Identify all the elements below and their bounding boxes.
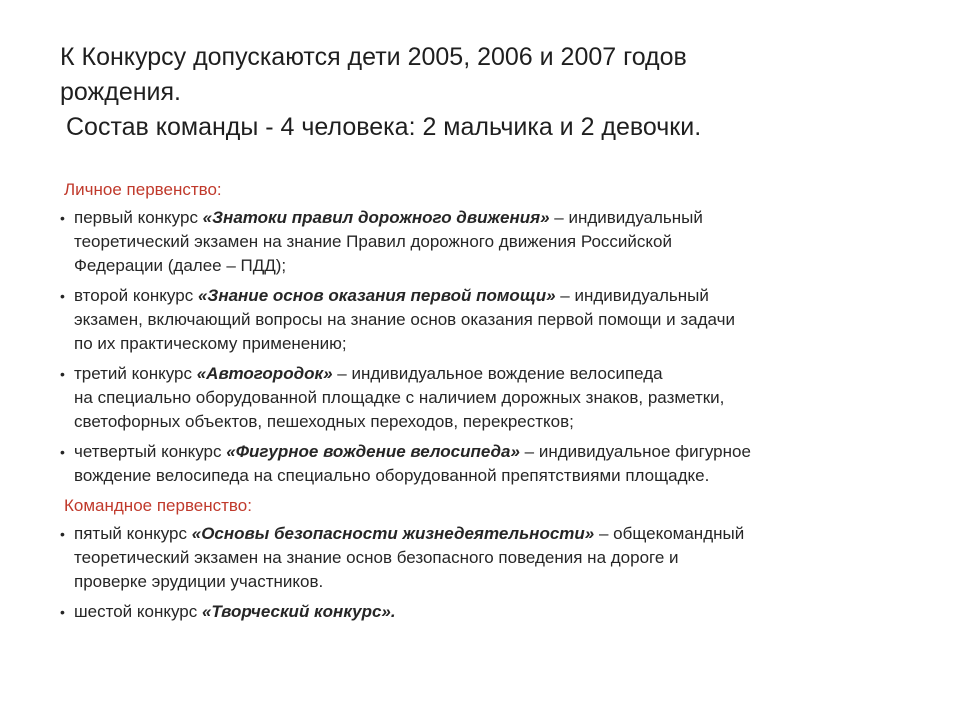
item-prefix: шестой конкурс xyxy=(74,602,202,621)
bullet-icon: • xyxy=(60,210,65,226)
team-list xyxy=(56,522,906,624)
list-item xyxy=(56,206,906,278)
contest-name: «Знатоки правил дорожного движения» xyxy=(202,208,550,227)
contest-name: «Знание основ оказания первой помощи» xyxy=(197,286,556,305)
item-prefix: третий конкурс xyxy=(74,364,197,383)
bullet-icon: • xyxy=(60,288,65,304)
contest-name: «Творческий конкурс». xyxy=(201,602,396,621)
item-continuation: светофорных объектов, пешеходных переходов, перекрестков; xyxy=(74,412,574,431)
item-suffix: – индивидуальный xyxy=(549,208,703,227)
contest-name: «Основы безопасности жизнедеятельности» xyxy=(191,524,595,543)
item-suffix: – общекомандный xyxy=(594,524,745,543)
item-prefix: пятый конкурс xyxy=(74,524,192,543)
item-continuation: теоретический экзамен на знание основ безопасного поведения на дороге и xyxy=(74,548,679,567)
item-suffix: – индивидуальное фигурное xyxy=(519,442,751,461)
title-line-2: рождения. xyxy=(60,78,181,106)
slide-body xyxy=(56,178,906,630)
bullet-icon: • xyxy=(60,604,65,620)
bullet-icon: • xyxy=(60,444,65,460)
item-prefix: первый конкурс xyxy=(74,208,203,227)
item-prefix: четвертый конкурс xyxy=(74,442,227,461)
item-continuation: на специально оборудованной площадке с наличием дорожных знаков, разметки, xyxy=(74,388,725,407)
list-item xyxy=(56,284,906,356)
slide-title xyxy=(60,40,920,145)
team-heading: Командное первенство: xyxy=(64,496,252,515)
bullet-icon: • xyxy=(60,366,65,382)
list-item xyxy=(56,440,906,488)
item-continuation: вождение велосипеда на специально оборудованной препятствиями площадке. xyxy=(74,466,710,485)
item-suffix: – индивидуальное вождение велосипеда xyxy=(332,364,663,383)
item-continuation: теоретический экзамен на знание Правил дорожного движения Российской xyxy=(74,232,672,251)
individual-list xyxy=(56,206,906,488)
item-prefix: второй конкурс xyxy=(74,286,198,305)
bullet-icon: • xyxy=(60,526,65,542)
item-continuation: Федерации (далее – ПДД); xyxy=(74,256,287,275)
item-continuation: экзамен, включающий вопросы на знание основ оказания первой помощи и задачи xyxy=(74,310,735,329)
list-item xyxy=(56,600,906,624)
contest-name: «Автогородок» xyxy=(196,364,333,383)
item-continuation: проверке эрудиции участников. xyxy=(74,572,324,591)
contest-name: «Фигурное вождение велосипеда» xyxy=(226,442,520,461)
item-suffix: – индивидуальный xyxy=(555,286,709,305)
individual-heading: Личное первенство: xyxy=(64,180,222,199)
item-continuation: по их практическому применению; xyxy=(74,334,347,353)
list-item xyxy=(56,522,906,594)
title-line-1: К Конкурсу допускаются дети 2005, 2006 и 2007 годов xyxy=(60,43,687,71)
title-line-3: Состав команды - 4 человека: 2 мальчика и 2 девочки. xyxy=(66,113,702,141)
list-item xyxy=(56,362,906,434)
